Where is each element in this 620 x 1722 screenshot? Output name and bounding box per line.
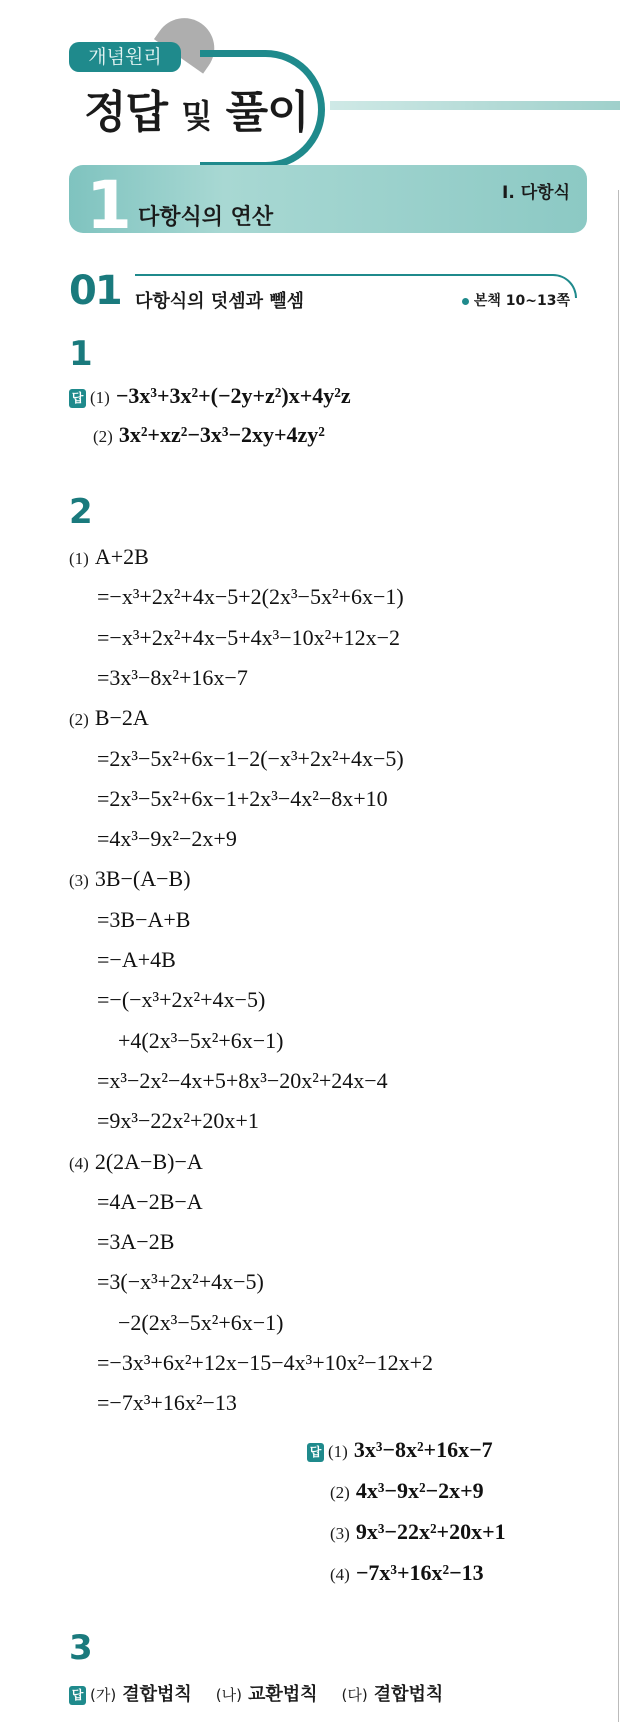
page-edge-divider bbox=[618, 190, 619, 1722]
answer-line bbox=[330, 1512, 506, 1552]
header-line-decoration bbox=[330, 101, 620, 110]
answer-expression: 9x³−22x²+20x+1 bbox=[355, 1519, 506, 1544]
answer-label: (2) bbox=[93, 427, 113, 446]
solution-expression: −2(2x³−5x²+6x−1) bbox=[118, 1309, 284, 1335]
answer-icon: 답 bbox=[69, 389, 86, 408]
solution-line bbox=[97, 739, 404, 779]
solution-line bbox=[97, 819, 237, 859]
answer-line bbox=[93, 415, 325, 455]
answer-line bbox=[307, 1430, 493, 1470]
solution-expression: =−x³+2x²+4x−5+2(2x³−5x²+6x−1) bbox=[97, 584, 404, 610]
solution-expression: =−A+4B bbox=[97, 947, 176, 972]
solution-expression: =x³−2x²−4x+5+8x³−20x²+24x−4 bbox=[97, 1067, 388, 1093]
solution-expression: =9x³−22x²+20x+1 bbox=[97, 1108, 259, 1134]
solution-line bbox=[69, 1142, 203, 1182]
solution-line bbox=[97, 940, 176, 980]
question-number: 2 bbox=[69, 492, 93, 532]
q3-answers bbox=[69, 1680, 467, 1706]
part-label: (4) bbox=[69, 1153, 89, 1173]
solution-expression: =3A−2B bbox=[97, 1229, 175, 1255]
bullet-icon bbox=[462, 298, 469, 305]
solution-expression: =−(−x³+2x²+4x−5) bbox=[97, 987, 266, 1013]
answer-text: 결합법칙 bbox=[122, 1684, 192, 1705]
part-label: (1) bbox=[69, 549, 89, 568]
question-number: 1 bbox=[69, 334, 93, 374]
page-title bbox=[84, 76, 309, 140]
answer-expression: 4x³−9x²−2x+9 bbox=[355, 1478, 484, 1503]
unit-label: I. 다항식 bbox=[502, 183, 570, 203]
solution-expression: +4(2x³−5x²+6x−1) bbox=[118, 1027, 284, 1053]
solution-expression: =3x³−8x²+16x−7 bbox=[97, 664, 248, 690]
chapter-title: 다항식의 연산 bbox=[138, 205, 274, 230]
title-part: 풀이 bbox=[225, 87, 309, 138]
solution-line bbox=[97, 658, 248, 698]
solution-expression: =4A−2B−A bbox=[97, 1188, 203, 1214]
answer-label: (1) bbox=[90, 388, 110, 407]
solution-expression: B−2A bbox=[94, 705, 149, 731]
solution-expression: 2(2A−B)−A bbox=[94, 1148, 203, 1174]
answer-label: (나) bbox=[215, 1686, 242, 1704]
solution-line bbox=[97, 1101, 259, 1141]
solution-expression: =4x³−9x²−2x+9 bbox=[97, 826, 237, 852]
solution-expression: =−3x³+6x²+12x−15−4x³+10x²−12x+2 bbox=[97, 1350, 434, 1375]
solution-expression: =2x³−5x²+6x−1+2x³−4x²−8x+10 bbox=[97, 785, 388, 811]
solution-line bbox=[97, 1222, 174, 1262]
solution-line bbox=[97, 1262, 264, 1302]
solution-line bbox=[97, 900, 190, 940]
answer-icon: 답 bbox=[307, 1443, 324, 1462]
solution-line bbox=[69, 537, 149, 577]
solution-expression: =3(−x³+2x²+4x−5) bbox=[97, 1269, 264, 1295]
solution-line bbox=[97, 577, 404, 617]
title-part: 정답 bbox=[84, 87, 168, 138]
section-reference bbox=[462, 290, 570, 310]
section-title: 다항식의 덧셈과 뺄셈 bbox=[135, 291, 305, 312]
answer-label: (2) bbox=[330, 1483, 350, 1502]
solution-expression: =−7x³+16x²−13 bbox=[97, 1390, 237, 1416]
answer-label: (1) bbox=[328, 1442, 348, 1461]
answer-text: 결합법칙 bbox=[373, 1684, 444, 1705]
chapter-number: 1 bbox=[86, 167, 132, 244]
solution-line bbox=[118, 1303, 283, 1343]
answer-expression: 3x³−8x²+16x−7 bbox=[353, 1437, 493, 1462]
section-number: 01 bbox=[69, 268, 121, 314]
header-badge: 개념원리 bbox=[69, 42, 181, 72]
answer-label: (3) bbox=[330, 1524, 350, 1543]
solution-line bbox=[118, 1021, 283, 1061]
solution-line bbox=[97, 1343, 433, 1383]
solution-line bbox=[97, 1182, 203, 1222]
answer-line bbox=[330, 1553, 484, 1593]
answer-expression: −7x³+16x²−13 bbox=[355, 1560, 484, 1585]
answer-label: (다) bbox=[341, 1686, 368, 1704]
solution-line bbox=[69, 698, 149, 738]
answer-text: 교환법칙 bbox=[247, 1684, 318, 1705]
answer-expression: 3x²+xz²−3x³−2xy+4zy² bbox=[118, 422, 325, 447]
solution-expression: 3B−(A−B) bbox=[94, 866, 191, 892]
solution-expression: =2x³−5x²+6x−1−2(−x³+2x²+4x−5) bbox=[97, 745, 404, 771]
title-part: 및 bbox=[181, 97, 212, 135]
answer-line bbox=[330, 1471, 484, 1511]
solution-line bbox=[97, 618, 400, 658]
part-label: (2) bbox=[69, 710, 89, 730]
answer-label: (가) bbox=[90, 1686, 117, 1704]
part-label: (3) bbox=[69, 871, 89, 891]
reference-text: 본책 10~13쪽 bbox=[473, 293, 570, 309]
answer-icon: 답 bbox=[69, 1686, 86, 1705]
question-number: 3 bbox=[69, 1628, 93, 1668]
answer-expression: −3x³+3x²+(−2y+z²)x+4y²z bbox=[115, 383, 351, 408]
solution-expression: =−x³+2x²+4x−5+4x³−10x²+12x−2 bbox=[97, 624, 401, 650]
solution-expression: A+2B bbox=[94, 544, 149, 569]
solution-line bbox=[97, 779, 388, 819]
solution-line bbox=[69, 859, 191, 899]
answer-line bbox=[69, 376, 351, 416]
solution-line bbox=[97, 1061, 388, 1101]
solution-line bbox=[97, 1383, 237, 1423]
solution-line bbox=[97, 980, 265, 1020]
solution-expression: =3B−A+B bbox=[97, 906, 191, 932]
answer-label: (4) bbox=[330, 1565, 350, 1584]
